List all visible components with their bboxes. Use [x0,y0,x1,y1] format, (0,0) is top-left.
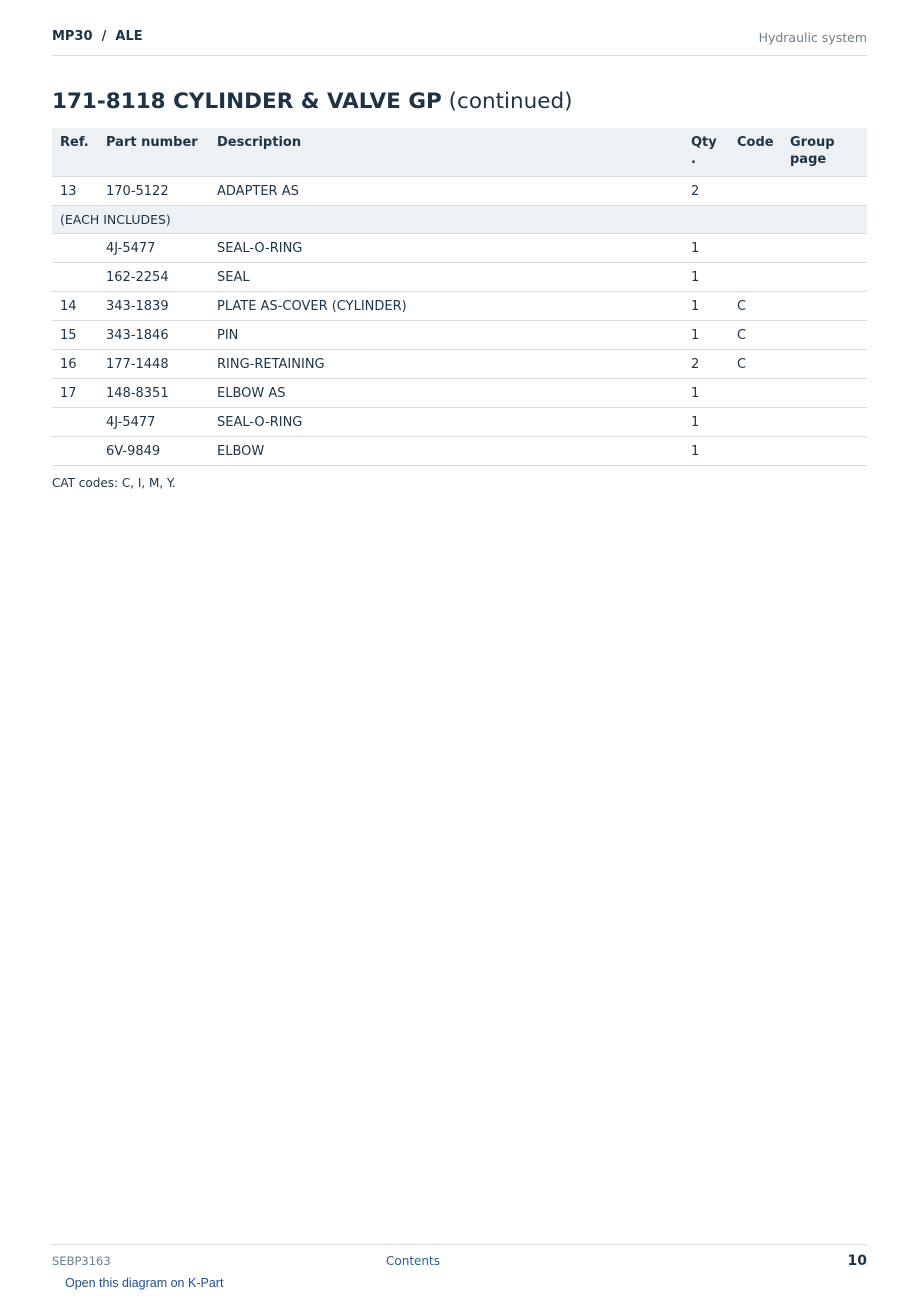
qty-cell: 1 [683,321,729,350]
description-cell: PLATE AS-COVER (CYLINDER) [209,292,683,321]
header-code: Code [729,128,782,177]
part-number-cell: 343-1846 [98,321,209,350]
description-cell: RING-RETAINING [209,350,683,379]
ref-cell: 14 [52,292,98,321]
qty-cell: 1 [683,292,729,321]
table-row [52,263,867,292]
description-cell: SEAL-O-RING [209,408,683,437]
table-note-row [52,206,867,234]
page-footer [52,1244,867,1274]
part-number-cell: 170-5122 [98,177,209,206]
ref-cell [52,437,98,466]
qty-cell: 1 [683,263,729,292]
qty-cell: 1 [683,437,729,466]
table-row [52,379,867,408]
group-page-cell [782,408,867,437]
header-group-line2: page [790,152,827,167]
table-row [52,234,867,263]
description-cell: ELBOW AS [209,379,683,408]
header-group-line1: Group [790,135,835,150]
header-group-page [782,128,867,177]
group-page-cell [782,379,867,408]
part-number-cell: 177-1448 [98,350,209,379]
description-cell: SEAL [209,263,683,292]
table-row [52,177,867,206]
table-header-row [52,128,867,177]
document-id: SEBP3163 [52,1254,111,1268]
description-cell: SEAL-O-RING [209,234,683,263]
group-page-cell [782,177,867,206]
note-cell: (EACH INCLUDES) [52,206,867,234]
header-qty-line2: . [691,152,696,167]
ref-cell: 16 [52,350,98,379]
qty-cell: 1 [683,379,729,408]
contents-link[interactable]: Contents [386,1254,440,1268]
code-cell: C [729,292,782,321]
code-cell [729,408,782,437]
part-number-cell: 148-8351 [98,379,209,408]
qty-cell: 2 [683,350,729,379]
group-page-cell [782,350,867,379]
group-page-cell [782,321,867,350]
part-number-cell: 4J-5477 [98,408,209,437]
code-cell [729,437,782,466]
kpart-link[interactable]: Open this diagram on K-Part [65,1276,224,1290]
part-number-cell: 6V-9849 [98,437,209,466]
table-row [52,408,867,437]
code-cell: C [729,350,782,379]
qty-cell: 1 [683,408,729,437]
header-ref: Ref. [52,128,98,177]
page-header [52,28,867,56]
ref-cell: 17 [52,379,98,408]
part-number-cell: 4J-5477 [98,234,209,263]
ref-cell: 15 [52,321,98,350]
title-suffix: (continued) [448,89,573,114]
ref-cell [52,234,98,263]
ref-cell [52,263,98,292]
description-cell: ELBOW [209,437,683,466]
table-row [52,350,867,379]
breadcrumb: MP30 / ALE [52,29,143,44]
ref-cell: 13 [52,177,98,206]
section-name: Hydraulic system [758,30,867,45]
code-cell: C [729,321,782,350]
group-page-cell [782,437,867,466]
group-page-cell [782,234,867,263]
parts-table [52,128,867,466]
header-qty [683,128,729,177]
description-cell: ADAPTER AS [209,177,683,206]
table-row [52,321,867,350]
code-cell [729,177,782,206]
part-number-cell: 162-2254 [98,263,209,292]
title-main: 171-8118 CYLINDER & VALVE GP [52,89,442,114]
header-part-number: Part number [98,128,209,177]
group-page-cell [782,292,867,321]
table-row [52,437,867,466]
header-description: Description [209,128,683,177]
part-number-cell: 343-1839 [98,292,209,321]
ref-cell [52,408,98,437]
code-cell [729,234,782,263]
group-page-cell [782,263,867,292]
table-row [52,292,867,321]
cat-codes-note: CAT codes: C, I, M, Y. [52,476,176,490]
description-cell: PIN [209,321,683,350]
code-cell [729,263,782,292]
table-body [52,177,867,466]
header-qty-line1: Qty [691,135,717,150]
page-number: 10 [847,1253,867,1269]
page-title [52,89,573,114]
code-cell [729,379,782,408]
qty-cell: 2 [683,177,729,206]
qty-cell: 1 [683,234,729,263]
